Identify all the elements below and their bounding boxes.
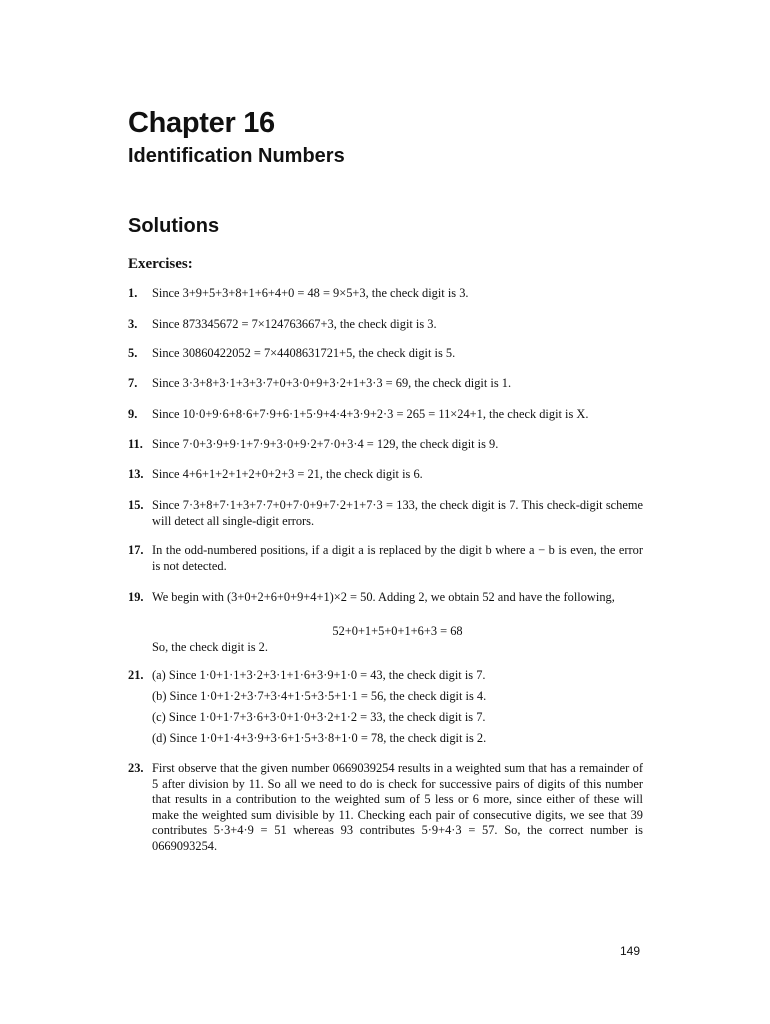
- exercises-heading: Exercises:: [128, 256, 193, 272]
- solution-text: Since 7·3+8+7·1+3+7·7+0+7·0+9+7·2+1+7·3 = 133, the check digit is 7. This check-digit scheme will detect all single-digit errors.: [152, 498, 643, 528]
- solution-number: 15.: [128, 498, 144, 512]
- solution-text: Since 873345672 = 7×124763667+3, the check digit is 3.: [152, 317, 437, 331]
- solution-7: [128, 376, 643, 392]
- solution-number: 5.: [128, 346, 138, 360]
- solution-15: [128, 498, 643, 529]
- solution-text: Since 30860422052 = 7×4408631721+5, the check digit is 5.: [152, 346, 456, 360]
- solution-1: [128, 286, 643, 302]
- solution-number: 23.: [128, 761, 144, 775]
- solution-number: 9.: [128, 407, 138, 421]
- solution-text: Since 4+6+1+2+1+2+0+2+3 = 21, the check digit is 6.: [152, 467, 423, 481]
- solution-text: First observe that the given number 0669039254 results in a weighted sum that has a remainder of 5 after division by 11. So all we need to do is check for successive pairs of digits of this number that results in a contribution to the weighted sum of 5 less or 6 more, since either of these will make the weighted sum divisible by 11. Checking each pair of consecutive digits, we see that 39 contributes 5·3+4·9 = 51 whereas 93 contributes 5·9+4·3 = 57. So, the correct number is 0669093254.: [152, 761, 643, 853]
- solution-23: [128, 761, 643, 854]
- solution-11: [128, 437, 643, 453]
- section-title: Solutions: [128, 215, 220, 237]
- solution-number: 21.: [128, 668, 144, 682]
- solution-17: [128, 543, 643, 574]
- chapter-title: Chapter 16: [128, 107, 275, 139]
- solution-number: 11.: [128, 437, 143, 451]
- solution-5: [128, 346, 643, 362]
- solution-text: We begin with (3+0+2+6+0+9+4+1)×2 = 50. Adding 2, we obtain 52 and have the following,: [152, 590, 615, 604]
- solution-21-part-b: (b) Since 1·0+1·2+3·7+3·4+1·5+3·5+1·1 = 56, the check digit is 4.: [152, 689, 487, 703]
- solution-number: 19.: [128, 590, 144, 604]
- solution-19-conclusion: So, the check digit is 2.: [152, 640, 268, 654]
- solution-13: [128, 467, 643, 483]
- solution-text: Since 10·0+9·6+8·6+7·9+6·1+5·9+4·4+3·9+2·3 = 265 = 11×24+1, the check digit is X.: [152, 407, 589, 421]
- solution-21-part-c: (c) Since 1·0+1·7+3·6+3·0+1·0+3·2+1·2 = 33, the check digit is 7.: [152, 710, 486, 724]
- solution-text: In the odd-numbered positions, if a digit a is replaced by the digit b where a − b is even, the error is not detected.: [152, 543, 643, 573]
- solution-9: [128, 407, 643, 423]
- solution-text: Since 3+9+5+3+8+1+6+4+0 = 48 = 9×5+3, the check digit is 3.: [152, 286, 469, 300]
- solution-text: Since 3·3+8+3·1+3+3·7+0+3·0+9+3·2+1+3·3 = 69, the check digit is 1.: [152, 376, 512, 390]
- solution-number: 1.: [128, 286, 138, 300]
- chapter-subtitle: Identification Numbers: [128, 145, 345, 167]
- solution-number: 7.: [128, 376, 138, 390]
- solution-3: [128, 317, 643, 333]
- solution-19: [128, 590, 643, 606]
- solution-number: 13.: [128, 467, 144, 481]
- solution-21-part-a: (a) Since 1·0+1·1+3·2+3·1+1·6+3·9+1·0 = 43, the check digit is 7.: [152, 668, 486, 682]
- page-number: 149: [620, 944, 641, 958]
- solution-number: 17.: [128, 543, 144, 557]
- solution-text: Since 7·0+3·9+9·1+7·9+3·0+9·2+7·0+3·4 = 129, the check digit is 9.: [152, 437, 499, 451]
- solution-number: 3.: [128, 317, 138, 331]
- solution-21-part-d: (d) Since 1·0+1·4+3·9+3·6+1·5+3·8+1·0 = 78, the check digit is 2.: [152, 731, 487, 745]
- solution-19-equation: 52+0+1+5+0+1+6+3 = 68: [332, 624, 463, 638]
